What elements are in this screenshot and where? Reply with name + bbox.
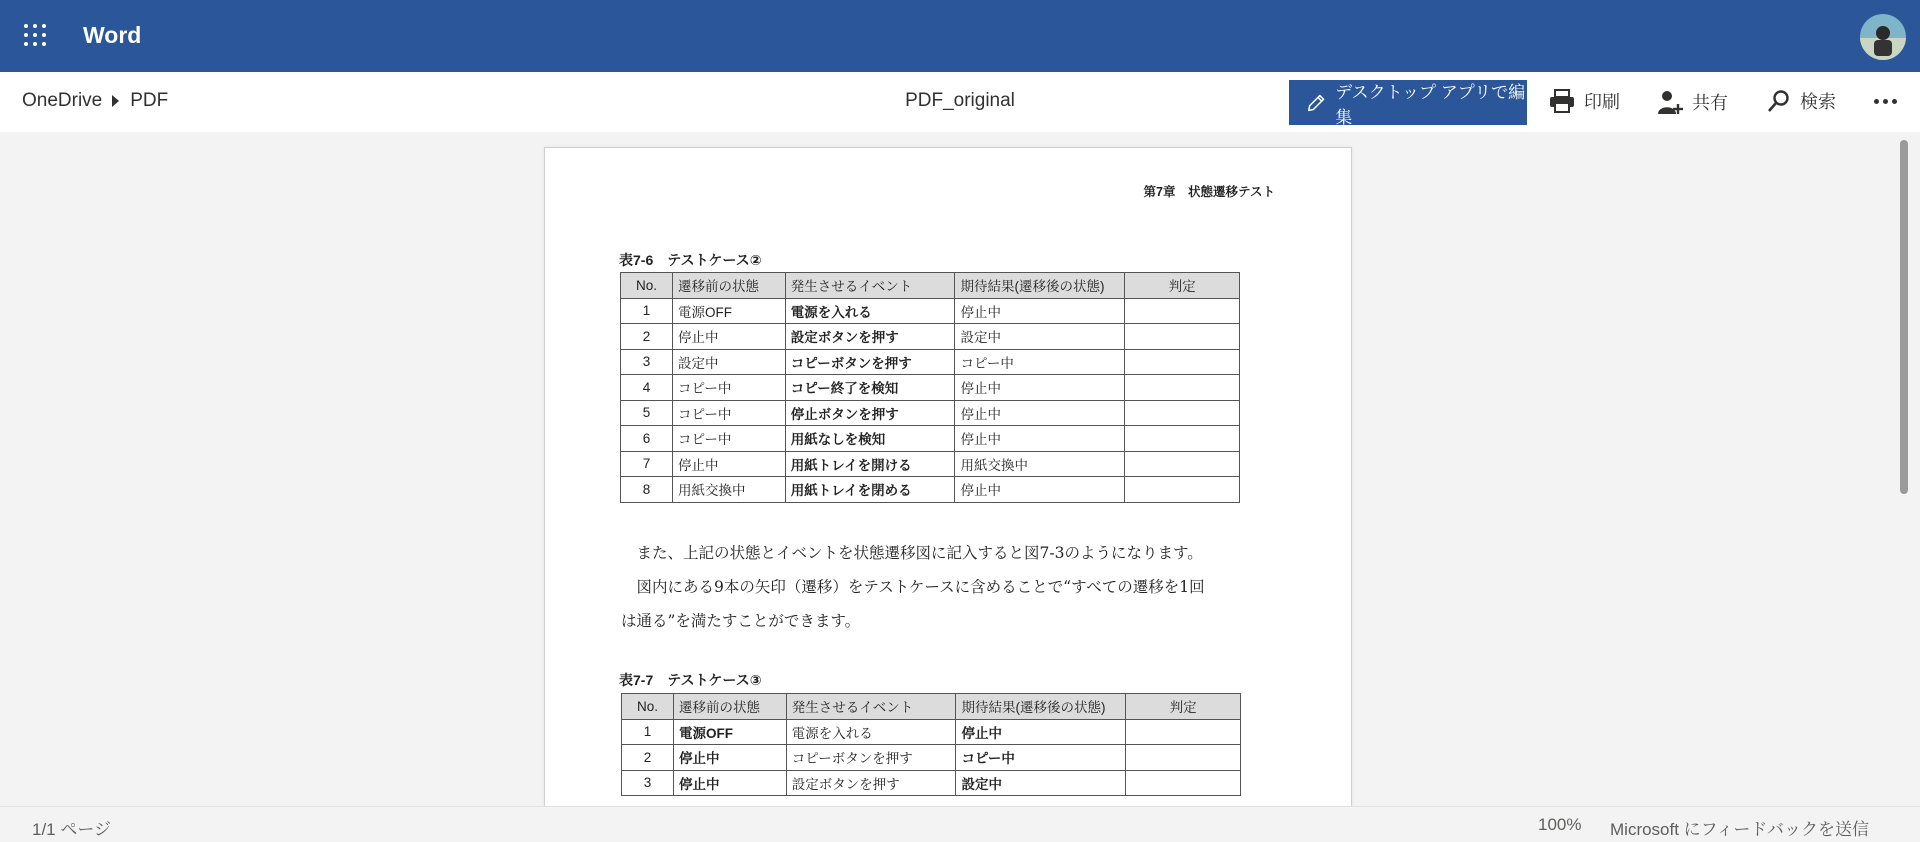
table-cell: コピー終了を検知 — [785, 375, 955, 401]
table-cell: コピー中 — [955, 349, 1125, 375]
table-cell: 停止中 — [955, 426, 1125, 452]
table-cell — [1125, 349, 1240, 375]
table-cell: 電源OFF — [673, 719, 786, 745]
printer-icon — [1548, 88, 1576, 114]
table-row — [622, 745, 1241, 771]
table-header-cell: 期待結果(遷移後の状態) — [956, 694, 1126, 720]
table-cell — [1126, 745, 1241, 771]
table-row — [621, 349, 1240, 375]
table-cell: 4 — [621, 375, 673, 401]
table-cell — [1125, 375, 1240, 401]
table-cell: コピーボタンを押す — [786, 745, 956, 771]
document-viewer[interactable] — [0, 132, 1920, 806]
table-cell: 3 — [621, 349, 673, 375]
table-cell: 電源を入れる — [785, 298, 955, 324]
table-header-cell: 遷移前の状態 — [672, 273, 785, 299]
paragraph-line: また、上記の状態とイベントを状態遷移図に記入すると図7-3のようになります。 — [621, 544, 1203, 562]
table-cell: 5 — [621, 400, 673, 426]
table-cell: 1 — [622, 719, 674, 745]
table-row — [621, 400, 1240, 426]
table-cell — [1125, 298, 1240, 324]
search-icon — [1766, 88, 1792, 114]
paragraph-line: 図内にある9本の矢印（遷移）をテストケースに含めることで“すべての遷移を1回 — [621, 578, 1205, 596]
table-cell: コピー中 — [672, 426, 785, 452]
table-header-cell: No. — [622, 694, 674, 720]
table-cell — [1126, 719, 1241, 745]
table-row — [622, 719, 1241, 745]
table-row — [621, 298, 1240, 324]
table-cell — [1126, 770, 1241, 796]
table-cell: 用紙交換中 — [955, 451, 1125, 477]
app-name[interactable]: Word — [83, 22, 142, 48]
table-row — [621, 451, 1240, 477]
table-cell: 停止中 — [955, 298, 1125, 324]
test-case-table-2 — [620, 272, 1240, 503]
table-cell — [1125, 451, 1240, 477]
table-cell: 3 — [622, 770, 674, 796]
table-cell: 停止中 — [955, 375, 1125, 401]
table-cell: 6 — [621, 426, 673, 452]
search-label: 検索 — [1800, 92, 1836, 112]
edit-in-desktop-app-button[interactable] — [1289, 80, 1527, 125]
document-page — [544, 147, 1352, 806]
status-bar — [0, 806, 1920, 842]
zoom-level[interactable]: 100% — [1538, 815, 1582, 834]
table-header-cell: 判定 — [1125, 273, 1240, 299]
table1-caption: 表7-6 テストケース② — [619, 252, 762, 268]
table-cell — [1125, 477, 1240, 503]
page-count: 1/1 ページ — [32, 820, 112, 839]
table-cell: 設定中 — [956, 770, 1126, 796]
table-cell: 設定ボタンを押す — [785, 324, 955, 350]
table-cell: 停止中 — [956, 719, 1126, 745]
share-person-icon — [1656, 88, 1684, 116]
table-cell — [1125, 324, 1240, 350]
table-header-cell: 発生させるイベント — [785, 273, 955, 299]
table-header-cell: No. — [621, 273, 673, 299]
breadcrumb-onedrive[interactable]: OneDrive — [22, 90, 103, 111]
table-row — [622, 770, 1241, 796]
app-header — [0, 0, 1920, 72]
table-cell: 用紙交換中 — [672, 477, 785, 503]
table2-caption: 表7-7 テストケース③ — [619, 672, 762, 688]
breadcrumb — [22, 90, 168, 112]
pencil-icon — [1305, 91, 1327, 115]
table-header-cell: 遷移前の状態 — [673, 694, 786, 720]
search-button[interactable] — [1766, 88, 1836, 114]
table-row — [621, 324, 1240, 350]
table-cell: 用紙なしを検知 — [785, 426, 955, 452]
table-cell: 設定中 — [955, 324, 1125, 350]
print-button[interactable] — [1548, 88, 1620, 114]
breadcrumb-pdf[interactable]: PDF — [130, 90, 169, 111]
table-cell: 停止中 — [672, 451, 785, 477]
vertical-scrollbar[interactable] — [1900, 140, 1908, 494]
table-cell — [1125, 400, 1240, 426]
app-launcher-icon[interactable] — [22, 22, 48, 48]
table-cell: コピーボタンを押す — [785, 349, 955, 375]
table-row — [621, 375, 1240, 401]
table-cell: 2 — [622, 745, 674, 771]
table-cell: 停止ボタンを押す — [785, 400, 955, 426]
table-cell: コピー中 — [672, 400, 785, 426]
edit-button-label: デスクトップ アプリで編集 — [1335, 82, 1526, 127]
table-cell: 電源OFF — [672, 298, 785, 324]
avatar[interactable] — [1860, 14, 1906, 60]
table-cell: 8 — [621, 477, 673, 503]
paragraph-line: は通る”を満たすことができます。 — [621, 612, 861, 630]
table-cell: 設定ボタンを押す — [786, 770, 956, 796]
table-cell: 用紙トレイを閉める — [785, 477, 955, 503]
table-row — [621, 426, 1240, 452]
table-header-row — [621, 273, 1240, 299]
table-header-cell: 期待結果(遷移後の状態) — [955, 273, 1125, 299]
feedback-link[interactable]: Microsoft にフィードバックを送信 — [1610, 820, 1869, 839]
document-title[interactable]: PDF_original — [905, 90, 1015, 111]
table-cell: 2 — [621, 324, 673, 350]
table-header-cell: 発生させるイベント — [786, 694, 956, 720]
command-bar — [0, 72, 1920, 132]
table-cell — [1125, 426, 1240, 452]
table-cell: 停止中 — [673, 745, 786, 771]
table-cell: 停止中 — [955, 400, 1125, 426]
table-cell: 電源を入れる — [786, 719, 956, 745]
table-row — [621, 477, 1240, 503]
table-cell: 用紙トレイを開ける — [785, 451, 955, 477]
more-options-icon[interactable] — [1874, 99, 1897, 104]
table-cell: コピー中 — [672, 375, 785, 401]
test-case-table-3 — [621, 693, 1241, 796]
table-cell: 停止中 — [672, 324, 785, 350]
chevron-right-icon — [112, 95, 119, 107]
table-header-cell: 判定 — [1126, 694, 1241, 720]
table-cell: 停止中 — [673, 770, 786, 796]
share-label: 共有 — [1692, 93, 1728, 113]
table-header-row — [622, 694, 1241, 720]
body-paragraph — [621, 536, 1281, 638]
table-cell: 7 — [621, 451, 673, 477]
table-cell: 1 — [621, 298, 673, 324]
table-cell: 停止中 — [955, 477, 1125, 503]
print-label: 印刷 — [1584, 92, 1620, 112]
table-cell: 設定中 — [672, 349, 785, 375]
share-button[interactable] — [1656, 88, 1728, 116]
chapter-header: 第7章 状態遷移テスト — [1143, 185, 1275, 199]
table-cell: コピー中 — [956, 745, 1126, 771]
